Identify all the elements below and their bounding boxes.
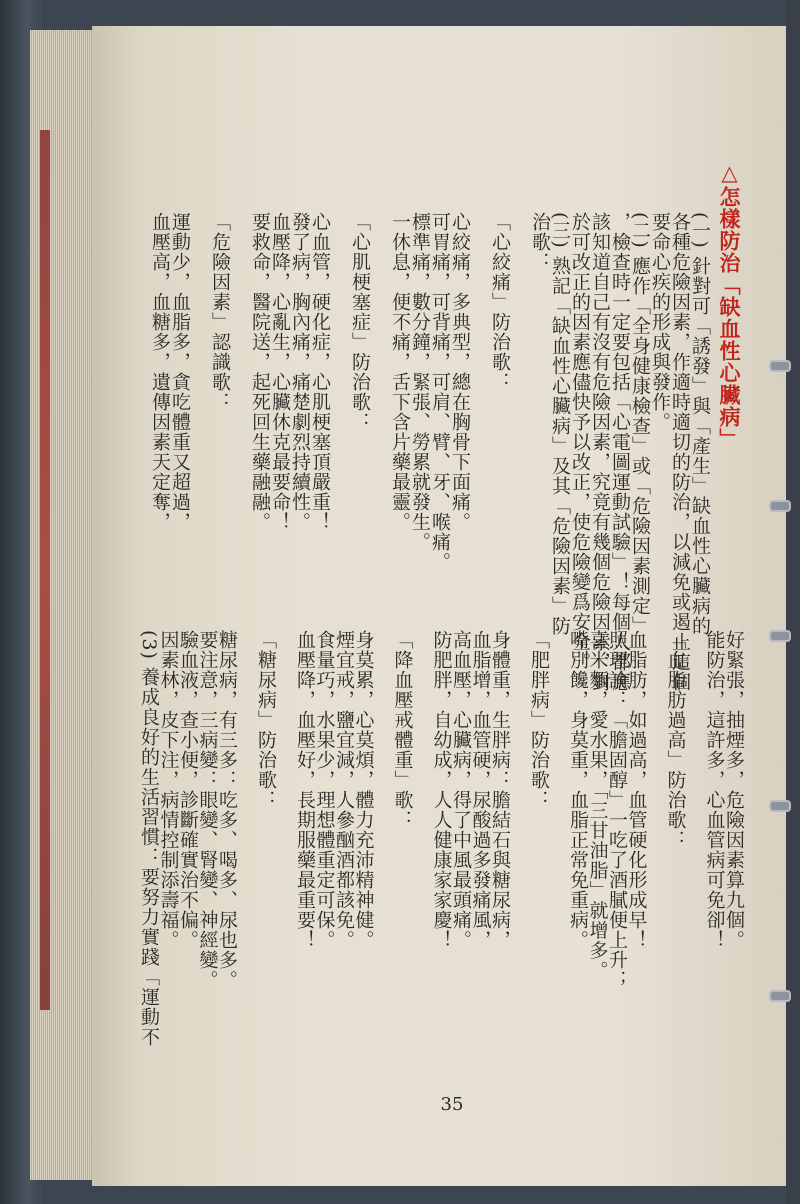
text-column: 血脂肪，如過高，血管硬化形成早！ <box>625 630 648 950</box>
text-column: 「心肌梗塞症」防治歌： <box>349 212 371 432</box>
text-column: 照理論：「膽固醇」一吃了酒膩便上升； <box>606 630 628 990</box>
text-column: 煙宜戒，鹽宜減，人參酗酒都該免。 <box>333 630 355 950</box>
text-column: 於可改正的因素應儘快予以改正，使危險變爲安全。 <box>569 212 591 672</box>
text-column: 身莫累，心莫煩，體力充沛精神健。 <box>352 630 375 950</box>
text-column: 能防治，這許多，心血管病可免卻！ <box>703 630 726 950</box>
text-column: 發了病，胸內痛，痛楚劇烈持續性。 <box>289 212 311 532</box>
binding-ring <box>769 360 791 372</box>
page-number: 35 <box>440 1094 464 1115</box>
text-column: 血脂增，血管硬，尿酸過多發痛風， <box>469 630 492 950</box>
text-column: 運動少，血脂多，貪吃體重又超過， <box>169 212 191 532</box>
binding-ring <box>769 630 791 642</box>
text-column: 心血管，硬化症，心肌梗塞頂嚴重！ <box>309 212 331 532</box>
text-column: 「心絞痛」防治歌： <box>489 212 511 392</box>
binding-ring <box>769 500 791 512</box>
text-column: (一) 針對可「誘發」與「產生」缺血性心臟病的 <box>689 212 711 636</box>
binding-ring <box>769 800 791 812</box>
text-column: 「糖尿病」防治歌： <box>255 630 277 810</box>
binding-ring <box>769 990 791 1002</box>
text-column: 防肥胖，自幼成，人人健康家家慶！ <box>430 630 453 950</box>
text-column: 因素林，皮下注，病情控制添壽福。 <box>157 630 180 950</box>
text-column: 喜米麵，愛水果，「三甘油脂」就增多。 <box>586 630 609 981</box>
text-column: 糖尿病，有三多：吃多、喝多、尿也多。 <box>216 630 238 990</box>
book-cover-right <box>786 0 800 1204</box>
text-column: 身體重，生胖病：膽結石與糖尿病， <box>489 630 511 950</box>
text-column: 要救命，醫院送，起死回生藥融融。 <box>249 212 271 532</box>
text-column: 該知道自己有沒有危險因素，究竟有幾個危險因素，對 <box>589 212 611 692</box>
text-column: (三) 熟記「缺血性心臟病」及其「危險因素」防 <box>549 212 571 636</box>
text-column: ，檢查時一定要包括「心電圖運動試驗」！每個人都應 <box>609 212 631 692</box>
text-column: 食量巧，水果少，理想體重定可保。 <box>313 630 336 950</box>
text-column: 治歌： <box>529 212 551 272</box>
text-column: (二) 應作「全身健康檢查」或「危險因素測定」 <box>629 212 651 636</box>
text-column: 血壓高，血糖多，遺傳因素天定奪， <box>149 212 171 532</box>
text-column: 要注意，三病變：眼變、腎變、神經變。 <box>196 630 219 990</box>
text-column: 標準痛，數分鐘，緊張、勞累就發生。 <box>409 212 431 552</box>
text-column: 一休息，便不痛，舌下含片藥最靈。 <box>389 212 411 532</box>
text-column: 各種危險因素，作適時適切的防治，以減免或遏止這個 <box>669 212 691 692</box>
text-column: (3) 養成良好的生活習慣：要努力實踐「運動不 <box>138 630 160 1047</box>
text-column: 「肥胖病」防治歌： <box>528 630 550 810</box>
text-column: 「降血壓戒體重」歌： <box>391 630 414 830</box>
page-edge-red-tint <box>40 130 50 1010</box>
text-column: 血壓降，血壓好，長期服藥最重要！ <box>294 630 316 950</box>
text-column: 可胃痛，可背痛，可肩、臂、牙、喉痛。 <box>429 212 451 572</box>
text-column: 「危險因素」認識歌： <box>209 212 231 412</box>
text-column: 高血壓，心臟病，得了中風最頭痛。 <box>450 630 472 950</box>
text-column: 心絞痛，多典型，總在胸骨下面痛。 <box>449 212 471 532</box>
text-column: 「血脂肪過高」防治歌： <box>664 630 687 850</box>
text-column: 好緊張，抽煙多，危險因素算九個。 <box>723 630 745 950</box>
text-column: 血壓降，心亂生，心臟休克最要命！ <box>269 212 291 532</box>
text-column: 嘴別饞，身莫重，血脂正常免重病。 <box>567 630 589 950</box>
text-column: 要命心疾的形成與發作。 <box>649 212 671 432</box>
text-column: 驗血液，查小便，診斷確實治不偏。 <box>177 630 199 950</box>
section-title: △怎樣防治「缺血性心臟病」 <box>717 160 742 450</box>
